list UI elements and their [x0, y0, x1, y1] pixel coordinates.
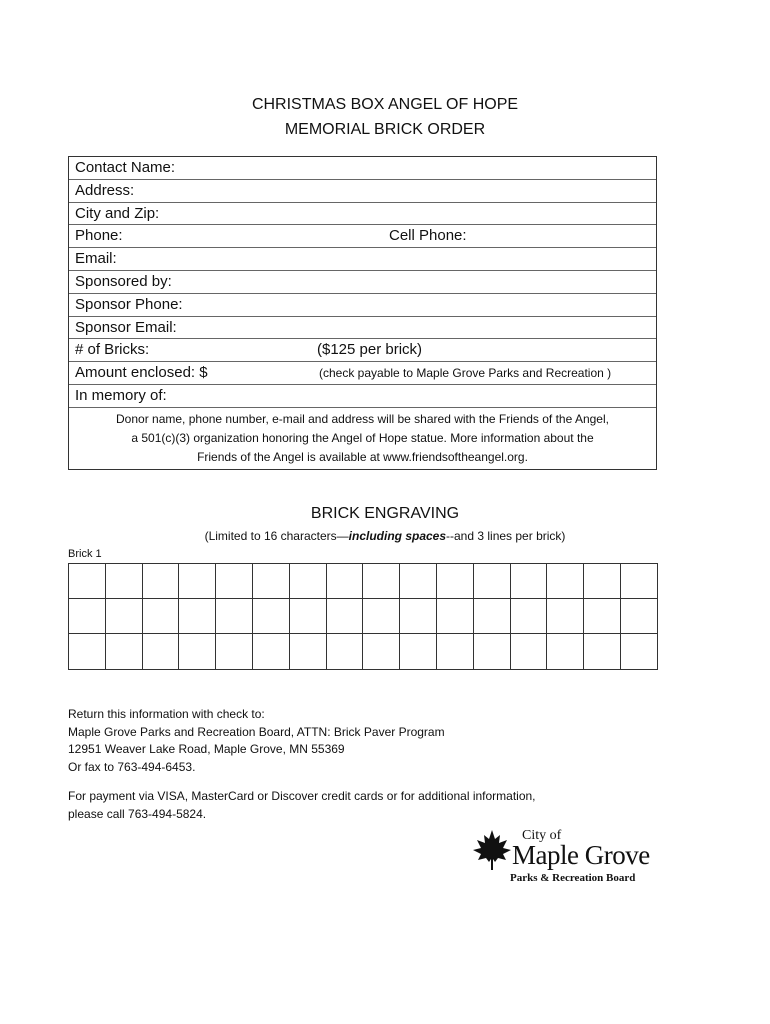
engraving-character-cell[interactable]: [363, 564, 400, 599]
engraving-character-cell[interactable]: [547, 564, 584, 599]
engraving-character-cell[interactable]: [620, 634, 657, 669]
in-memory-label: In memory of:: [75, 386, 167, 404]
engraving-character-cell[interactable]: [252, 634, 289, 669]
engraving-character-cell[interactable]: [547, 634, 584, 669]
return-line: Return this information with check to:: [68, 707, 265, 721]
payment-info: [68, 788, 536, 823]
engraving-character-cell[interactable]: [326, 599, 363, 634]
sponsored-by-label: Sponsored by:: [75, 272, 172, 290]
instructions-suffix: --and 3 lines per brick): [446, 529, 566, 543]
engraving-character-cell[interactable]: [179, 599, 216, 634]
engraving-character-cell[interactable]: [510, 564, 547, 599]
payment-line: please call 763-494-5824.: [68, 806, 207, 821]
sponsor-email-label: Sponsor Email:: [75, 318, 177, 336]
return-line: Or fax to 763-494-6453.: [68, 759, 196, 774]
engraving-character-cell[interactable]: [179, 634, 216, 669]
contact-name-label: Contact Name:: [75, 159, 176, 176]
engraving-character-cell[interactable]: [363, 634, 400, 669]
engraving-character-cell[interactable]: [216, 564, 253, 599]
engraving-character-cell[interactable]: [620, 564, 657, 599]
return-line: Maple Grove Parks and Recreation Board, ATTN: Brick Paver Program: [68, 724, 445, 739]
engraving-line: [69, 634, 658, 669]
price-label: ($125 per brick): [317, 341, 423, 359]
cell-phone-label: Cell Phone:: [389, 227, 467, 245]
maple-leaf-icon: [470, 828, 514, 872]
phone-label: Phone:: [75, 227, 123, 245]
engraving-character-cell[interactable]: [105, 599, 142, 634]
engraving-character-cell[interactable]: [473, 564, 510, 599]
brick-1-label: Brick 1: [68, 548, 102, 560]
phone-field[interactable]: [69, 225, 656, 248]
sponsor-email-field[interactable]: [69, 317, 656, 340]
engraving-character-cell[interactable]: [400, 564, 437, 599]
engraving-character-cell[interactable]: [326, 564, 363, 599]
engraving-character-cell[interactable]: [510, 599, 547, 634]
engraving-character-cell[interactable]: [363, 599, 400, 634]
engraving-character-cell[interactable]: [105, 564, 142, 599]
num-bricks-label: # of Bricks:: [75, 341, 150, 359]
engraving-character-cell[interactable]: [69, 564, 106, 599]
contact-form: [68, 156, 657, 470]
engraving-character-cell[interactable]: [436, 634, 473, 669]
city-zip-label: City and Zip:: [75, 204, 160, 222]
engraving-character-cell[interactable]: [547, 599, 584, 634]
note-line: Friends of the Angel is available at www.friendsoftheangel.org.: [197, 449, 528, 464]
note-line: Donor name, phone number, e-mail and address will be shared with the Friends of the Angel,: [116, 411, 609, 426]
logo-city-of: City of: [522, 828, 562, 843]
return-info: [68, 706, 445, 776]
engraving-character-cell[interactable]: [142, 599, 179, 634]
num-bricks-field[interactable]: [69, 339, 656, 362]
engraving-character-cell[interactable]: [142, 634, 179, 669]
engraving-line: [69, 599, 658, 634]
engraving-character-cell[interactable]: [289, 599, 326, 634]
engraving-character-cell[interactable]: [289, 564, 326, 599]
check-payable-note: (check payable to Maple Grove Parks and Recreation ): [319, 366, 612, 381]
engraving-character-cell[interactable]: [216, 634, 253, 669]
engraving-character-cell[interactable]: [179, 564, 216, 599]
payment-line: For payment via VISA, MasterCard or Discover credit cards or for additional information,: [68, 789, 536, 803]
engraving-character-cell[interactable]: [473, 599, 510, 634]
address-field[interactable]: [69, 180, 656, 203]
engraving-instructions: [0, 529, 770, 543]
engraving-character-cell[interactable]: [252, 599, 289, 634]
donor-privacy-note: [69, 408, 656, 469]
contact-name-field[interactable]: [69, 157, 656, 180]
engraving-character-cell[interactable]: [584, 634, 621, 669]
engraving-title: BRICK ENGRAVING: [310, 505, 460, 522]
engraving-character-cell[interactable]: [620, 599, 657, 634]
engraving-character-cell[interactable]: [326, 634, 363, 669]
sponsor-phone-label: Sponsor Phone:: [75, 295, 183, 313]
engraving-character-cell[interactable]: [105, 634, 142, 669]
maple-grove-logo: [470, 828, 662, 888]
in-memory-field[interactable]: [69, 385, 656, 408]
engraving-character-cell[interactable]: [142, 564, 179, 599]
document-title-line1: CHRISTMAS BOX ANGEL OF HOPE: [251, 96, 519, 113]
engraving-character-cell[interactable]: [473, 634, 510, 669]
engraving-character-cell[interactable]: [69, 599, 106, 634]
document-title-line2: MEMORIAL BRICK ORDER: [284, 121, 486, 138]
engraving-character-cell[interactable]: [584, 564, 621, 599]
engraving-character-cell[interactable]: [289, 634, 326, 669]
engraving-character-cell[interactable]: [400, 599, 437, 634]
logo-name: Maple Grove: [512, 840, 650, 870]
sponsor-phone-field[interactable]: [69, 294, 656, 317]
engraving-character-cell[interactable]: [584, 599, 621, 634]
note-line: a 501(c)(3) organization honoring the Angel of Hope statue. More information about the: [131, 430, 594, 445]
engraving-character-cell[interactable]: [400, 634, 437, 669]
instructions-emphasis: including spaces: [348, 529, 447, 543]
return-line: 12951 Weaver Lake Road, Maple Grove, MN 55369: [68, 742, 345, 756]
brick-engraving-grid: [68, 563, 658, 670]
instructions-prefix: (Limited to 16 characters—: [204, 529, 349, 543]
engraving-character-cell[interactable]: [510, 634, 547, 669]
address-label: Address:: [75, 181, 135, 199]
city-zip-field[interactable]: [69, 203, 656, 226]
engraving-line: [69, 564, 658, 599]
email-label: Email:: [75, 250, 117, 268]
engraving-character-cell[interactable]: [69, 634, 106, 669]
amount-enclosed-label: Amount enclosed: $: [75, 364, 208, 382]
engraving-character-cell[interactable]: [436, 599, 473, 634]
engraving-character-cell[interactable]: [216, 599, 253, 634]
engraving-character-cell[interactable]: [252, 564, 289, 599]
amount-enclosed-field[interactable]: [69, 362, 656, 385]
logo-board: Parks & Recreation Board: [510, 872, 636, 884]
email-field[interactable]: [69, 248, 656, 271]
sponsored-by-field[interactable]: [69, 271, 656, 294]
engraving-character-cell[interactable]: [436, 564, 473, 599]
